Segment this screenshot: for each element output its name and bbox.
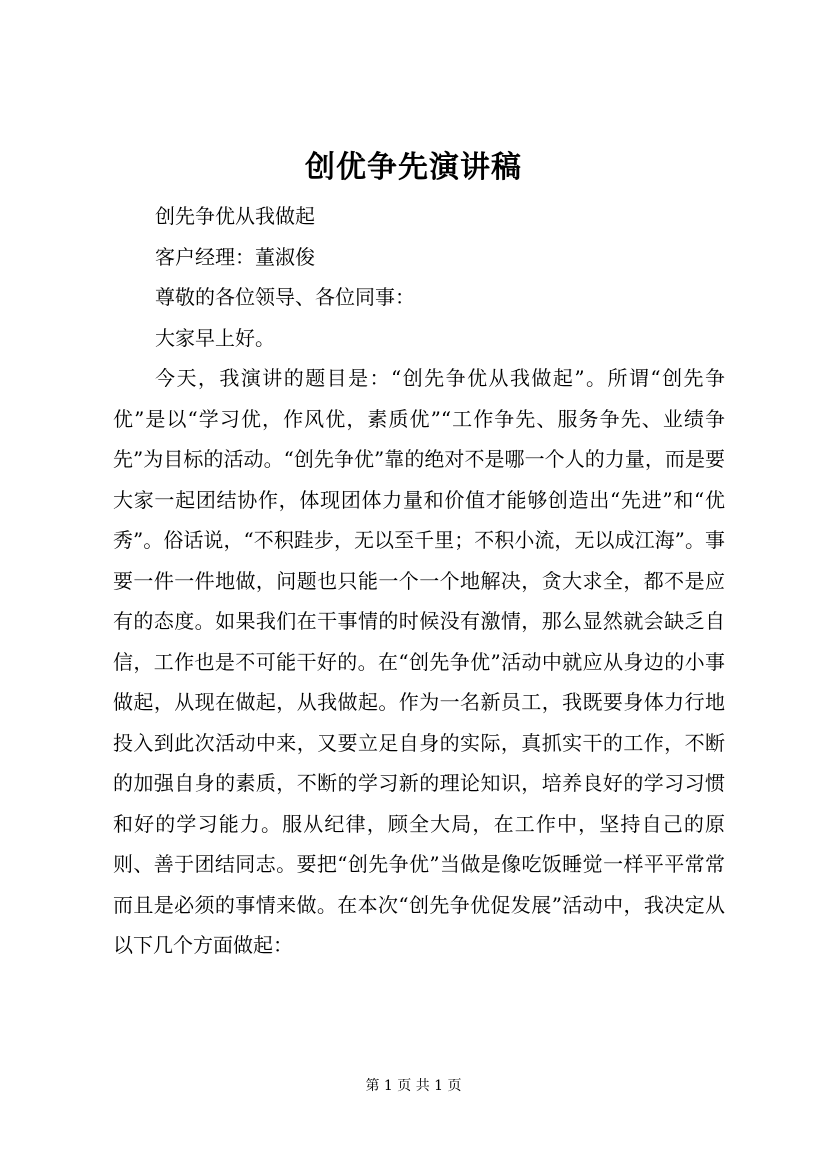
author-paragraph: 客户经理：董淑俊 xyxy=(155,244,315,269)
document-title: 创优争先演讲稿 xyxy=(305,150,522,185)
subtitle-paragraph: 创先争优从我做起 xyxy=(155,204,315,228)
salutation-paragraph: 尊敬的各位领导、各位同事： xyxy=(155,285,415,309)
main-paragraph: 今天，我演讲的题目是：“创先争优从我做起”。所谓“创先争优”是以“学习优，作风优，素质优”“工作争先、服务争先、业绩争先”为目标的活动。“创先争优”靠的绝对不是哪一个人的力量，而是要大家一起团结协作，体现团体力量和价值才能够创造出“先进”和“优秀”。俗话说，“不积跬步，无以至千里；不积小流，无以成江海”。事要一件一件地做，问题也只能一个一个地解决，贪大求全，都不是应有的态度。如果我们在干事情的时候没有激情，那么显然就会缺乏自信，工作也是不可能干好的。在“创先争优”活动中就应从身边的小事做起，从现在做起，从我做起。作为一名新员工，我既要身体力行地投入到此次活动中来，又要立足自身的实际，真抓实干的工作，不断的加强自身的素质，不断的学习新的理论知识，培养良好的学习习惯和好的学习能力。服从纪律，顾全大局，在工作中，坚持自己的原则、善于团结同志。要把“创先争优”当做是像吃饭睡觉一样平平常常而且是必须的事情来做。在本次“创先争优促发展”活动中，我决定从以下几个方面做起： xyxy=(113,366,725,957)
greeting-paragraph: 大家早上好。 xyxy=(155,325,275,350)
page-number-label: 第 1 页 共 1 页 xyxy=(365,1078,462,1094)
document-body xyxy=(113,196,725,966)
page-footer xyxy=(0,1076,827,1096)
